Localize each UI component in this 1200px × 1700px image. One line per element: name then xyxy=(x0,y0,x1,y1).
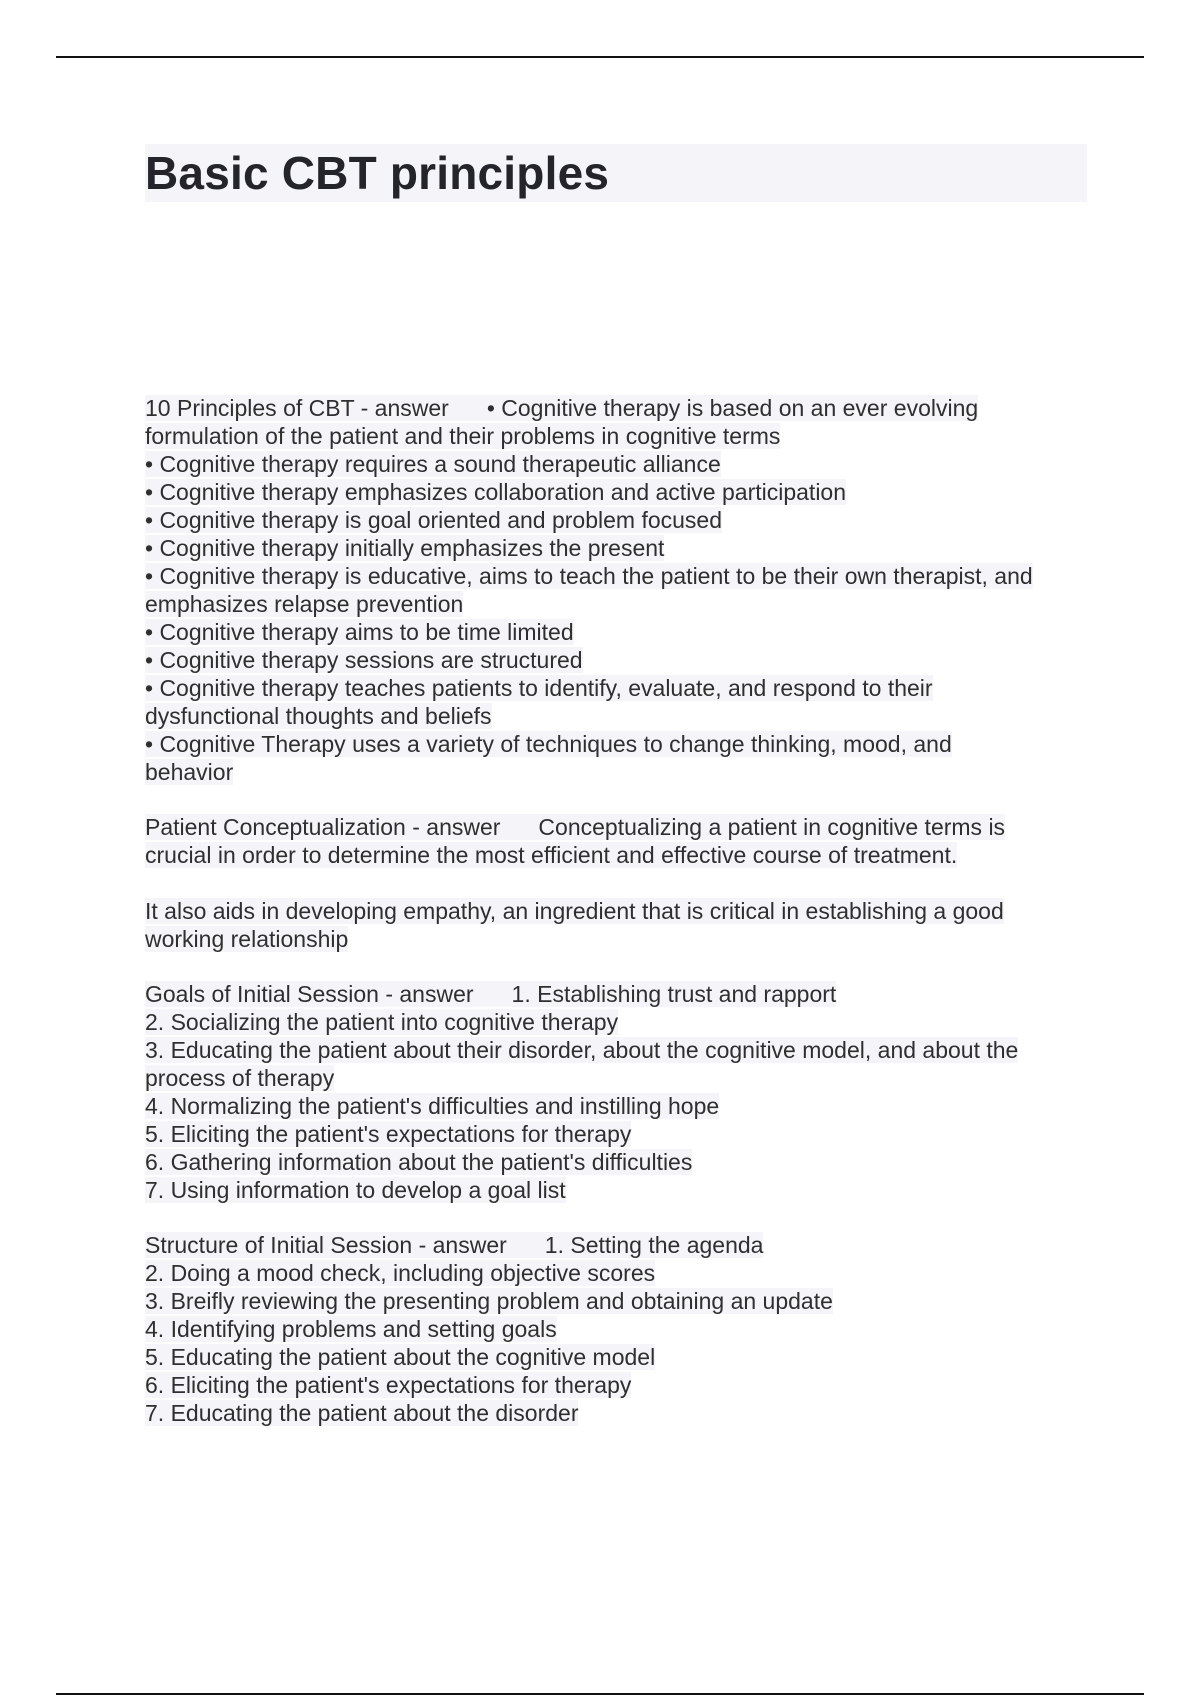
qa-first-line xyxy=(145,394,1105,422)
qa-answer-start: 1. Setting the agenda xyxy=(544,1232,764,1258)
qa-answer-line: • Cognitive therapy aims to be time limited xyxy=(145,619,574,645)
qa-term: Goals of Initial Session - answer xyxy=(145,981,474,1007)
qa-answer-line: 5. Educating the patient about the cognitive model xyxy=(145,1344,656,1370)
qa-answer-line: 2. Socializing the patient into cognitive therapy xyxy=(145,1009,619,1035)
qa-section xyxy=(145,394,1105,786)
qa-first-line xyxy=(145,813,1105,841)
qa-answer-line: emphasizes relapse prevention xyxy=(145,591,464,617)
qa-answer-line: • Cognitive therapy sessions are structured xyxy=(145,647,583,673)
qa-answer-line: • Cognitive therapy initially emphasizes the present xyxy=(145,535,665,561)
qa-answer-line: 4. Identifying problems and setting goals xyxy=(145,1316,557,1342)
bottom-rule xyxy=(56,1693,1144,1695)
qa-first-line xyxy=(145,980,1105,1008)
qa-term: Patient Conceptualization - answer xyxy=(145,814,501,840)
qa-blank-line xyxy=(145,869,1105,897)
qa-answer-line: • Cognitive therapy teaches patients to identify, evaluate, and respond to their xyxy=(145,675,933,701)
document-body xyxy=(145,394,1105,1454)
qa-answer-line: 7. Using information to develop a goal list xyxy=(145,1177,566,1203)
qa-answer-line: • Cognitive therapy is goal oriented and problem focused xyxy=(145,507,723,533)
qa-answer-line: • Cognitive therapy is educative, aims to teach the patient to be their own therapist, and xyxy=(145,563,1033,589)
qa-answer-line: 5. Eliciting the patient's expectations for therapy xyxy=(145,1121,632,1147)
qa-answer-line: formulation of the patient and their problems in cognitive terms xyxy=(145,423,781,449)
qa-answer-line: crucial in order to determine the most efficient and effective course of treatment. xyxy=(145,842,958,868)
qa-answer-line: • Cognitive Therapy uses a variety of techniques to change thinking, mood, and xyxy=(145,731,952,757)
qa-answer-line: 2. Doing a mood check, including objective scores xyxy=(145,1260,656,1286)
qa-term: Structure of Initial Session - answer xyxy=(145,1232,507,1258)
qa-answer-start: 1. Establishing trust and rapport xyxy=(511,981,837,1007)
qa-answer-start: Conceptualizing a patient in cognitive terms is xyxy=(538,814,1006,840)
qa-answer-start: • Cognitive therapy is based on an ever evolving xyxy=(486,395,979,421)
qa-section xyxy=(145,813,1105,953)
page-title: Basic CBT principles xyxy=(145,147,610,199)
qa-answer-line: 3. Breifly reviewing the presenting problem and obtaining an update xyxy=(145,1288,833,1314)
qa-answer-line: 4. Normalizing the patient's difficulties and instilling hope xyxy=(145,1093,720,1119)
qa-section xyxy=(145,980,1105,1204)
qa-answer-line: 6. Eliciting the patient's expectations for therapy xyxy=(145,1372,632,1398)
qa-answer-line: dysfunctional thoughts and beliefs xyxy=(145,703,492,729)
qa-answer-line: • Cognitive therapy emphasizes collaboration and active participation xyxy=(145,479,847,505)
qa-section xyxy=(145,1231,1105,1427)
qa-answer-line: 7. Educating the patient about the disorder xyxy=(145,1400,579,1426)
qa-first-line xyxy=(145,1231,1105,1259)
qa-answer-line: working relationship xyxy=(145,926,349,952)
qa-term: 10 Principles of CBT - answer xyxy=(145,395,449,421)
top-rule xyxy=(56,56,1144,58)
qa-answer-line: 3. Educating the patient about their disorder, about the cognitive model, and about the xyxy=(145,1037,1019,1063)
qa-answer-line: • Cognitive therapy requires a sound therapeutic alliance xyxy=(145,451,721,477)
qa-answer-line: process of therapy xyxy=(145,1065,335,1091)
qa-answer-line: 6. Gathering information about the patient's difficulties xyxy=(145,1149,693,1175)
qa-answer-line: behavior xyxy=(145,759,234,785)
qa-answer-line: It also aids in developing empathy, an ingredient that is critical in establishing a good xyxy=(145,898,1004,924)
